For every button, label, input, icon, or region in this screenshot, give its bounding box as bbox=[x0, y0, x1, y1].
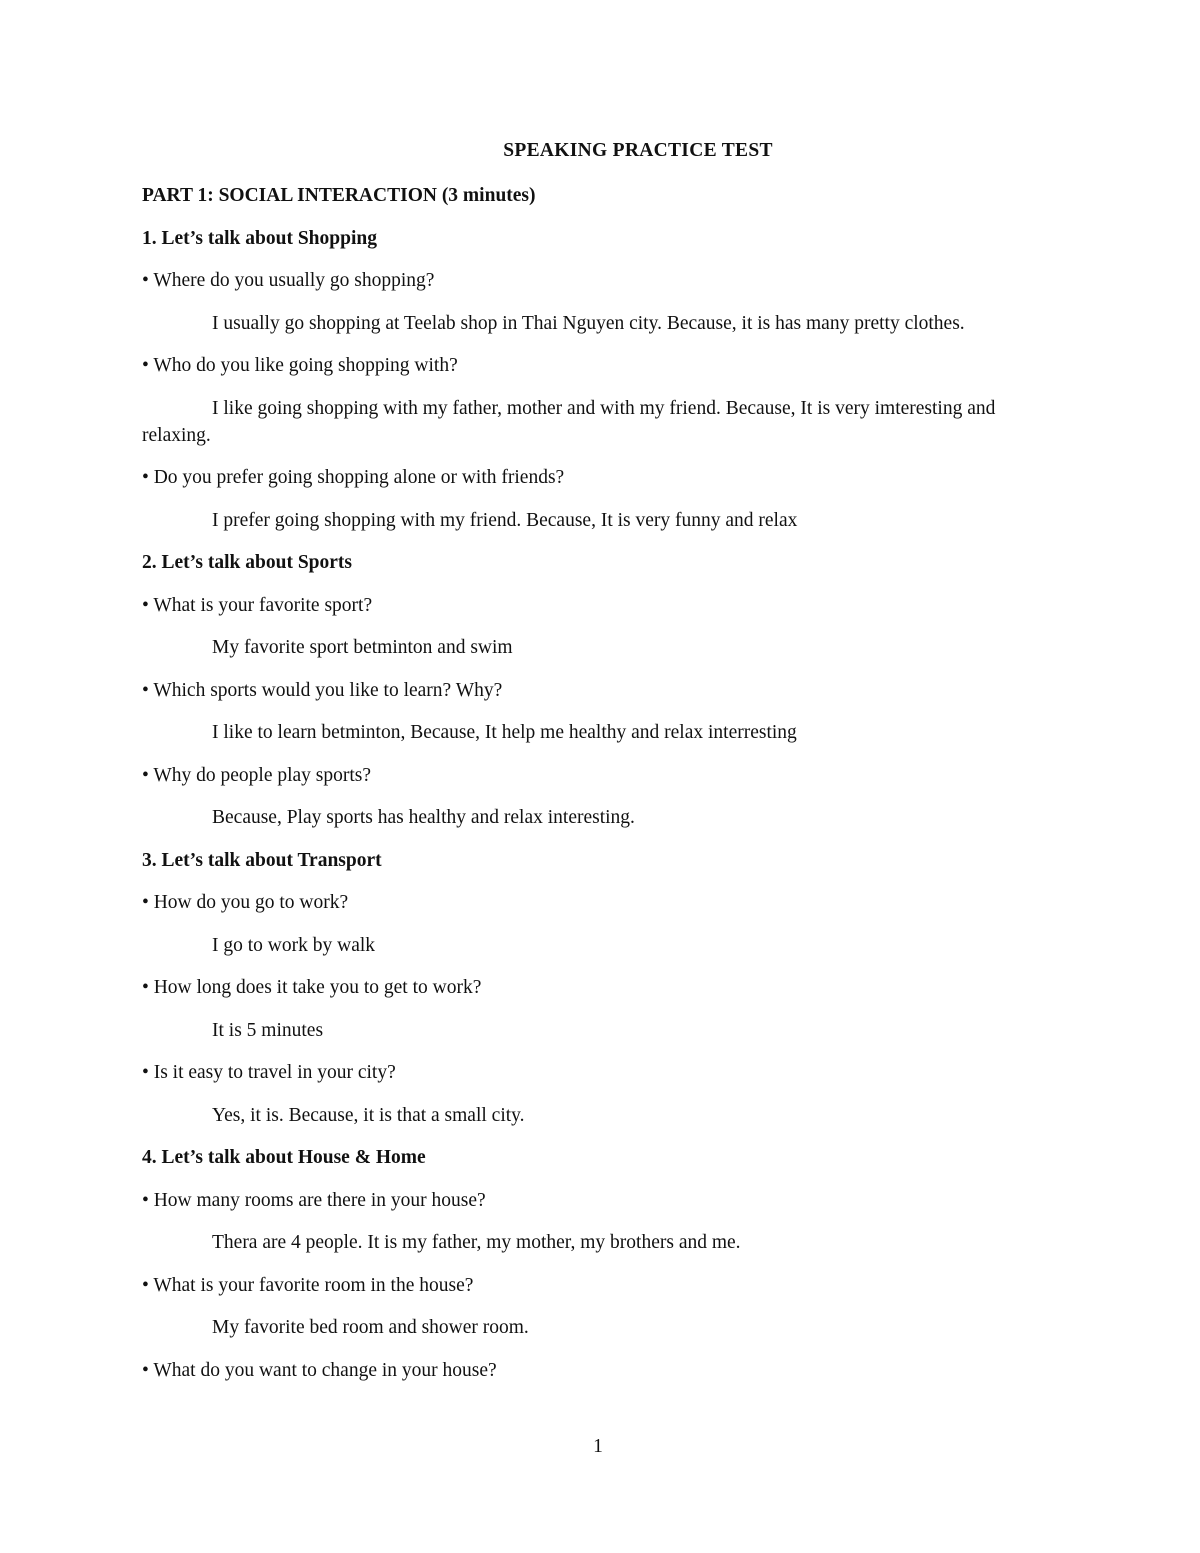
answer: I like going shopping with my father, mother and with my friend. Because, It is very imteresting and relaxing. bbox=[142, 397, 996, 446]
question: • Which sports would you like to learn? Why? bbox=[142, 679, 503, 701]
answer: My favorite sport betminton and swim bbox=[212, 637, 513, 658]
answer: It is 5 minutes bbox=[212, 1019, 324, 1041]
question: • Is it easy to travel in your city? bbox=[142, 1062, 396, 1083]
answer: Because, Play sports has healthy and relax interesting. bbox=[212, 807, 635, 828]
part-heading: PART 1: SOCIAL INTERACTION (3 minutes) bbox=[142, 185, 536, 206]
section-heading: 2. Let’s talk about Sports bbox=[142, 552, 353, 573]
question: • Why do people play sports? bbox=[142, 764, 372, 786]
answer: I like to learn betminton, Because, It help me healthy and relax interresting bbox=[212, 722, 797, 743]
section-heading: 3. Let’s talk about Transport bbox=[142, 849, 382, 871]
question: • How long does it take you to get to work? bbox=[142, 977, 482, 998]
question: • Do you prefer going shopping alone or with friends? bbox=[142, 467, 565, 488]
question: • Who do you like going shopping with? bbox=[142, 355, 458, 376]
question: • What is your favorite sport? bbox=[142, 594, 373, 616]
answer: My favorite bed room and shower room. bbox=[212, 1317, 529, 1338]
question: • How do you go to work? bbox=[142, 892, 349, 913]
question: • Where do you usually go shopping? bbox=[142, 270, 435, 291]
question: • What do you want to change in your house? bbox=[142, 1359, 497, 1381]
document-body bbox=[142, 182, 1062, 1399]
answer: I go to work by walk bbox=[212, 934, 376, 956]
question: • What is your favorite room in the house? bbox=[142, 1274, 474, 1296]
answer: I prefer going shopping with my friend. Because, It is very funny and relax bbox=[212, 509, 798, 531]
question: • How many rooms are there in your house? bbox=[142, 1189, 486, 1211]
page-number: 1 bbox=[593, 1436, 603, 1457]
answer: Yes, it is. Because, it is that a small city. bbox=[212, 1104, 525, 1126]
answer: I usually go shopping at Teelab shop in Thai Nguyen city. Because, it is has many pretty clothes. bbox=[212, 312, 965, 334]
answer: Thera are 4 people. It is my father, my mother, my brothers and me. bbox=[212, 1232, 741, 1253]
section-heading: 1. Let’s talk about Shopping bbox=[142, 227, 377, 249]
section-heading: 4. Let’s talk about House & Home bbox=[142, 1147, 426, 1168]
document-title: SPEAKING PRACTICE TEST bbox=[503, 140, 773, 161]
